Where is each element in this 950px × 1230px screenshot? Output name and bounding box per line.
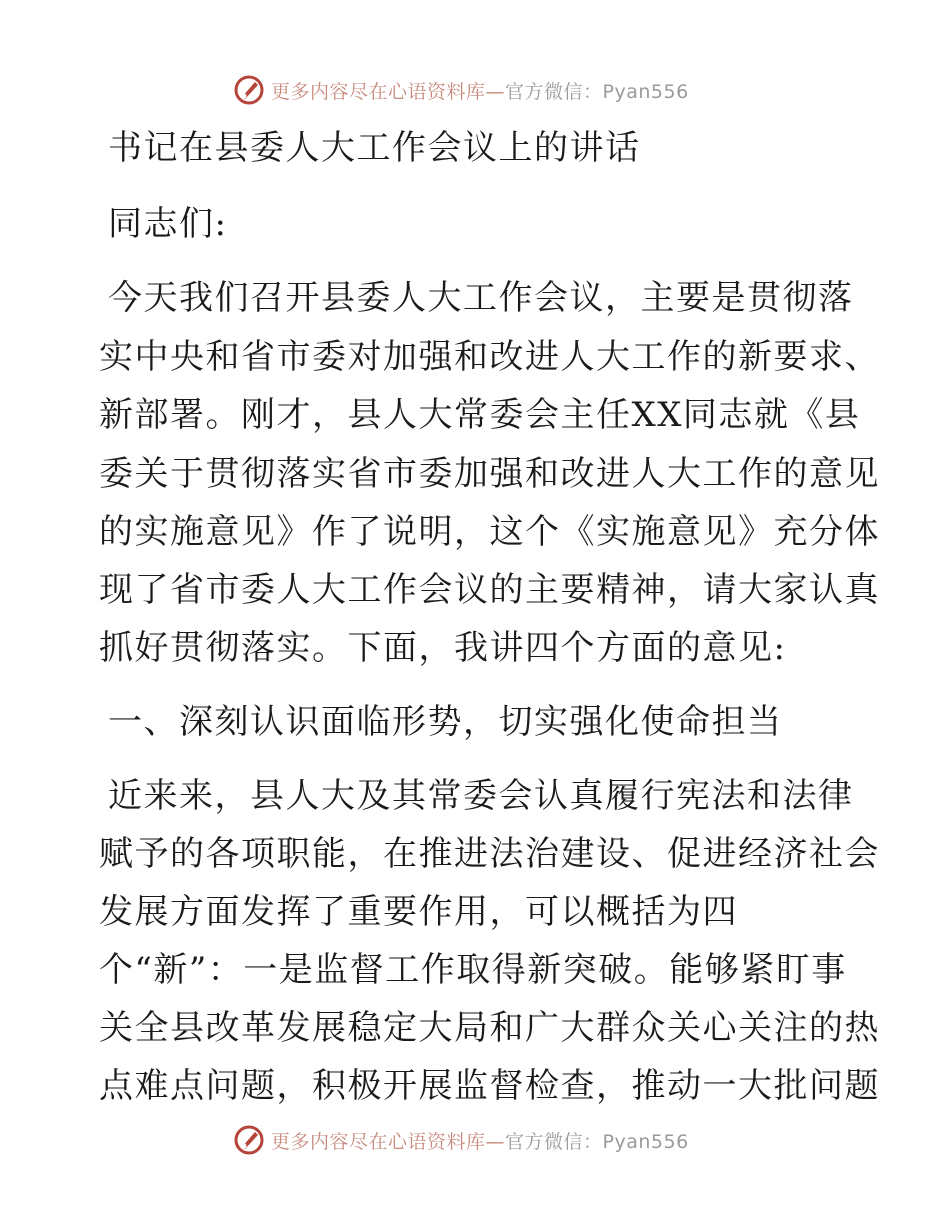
banner-text: 更多内容尽在心语资料库—官方微信：Pyan556	[271, 80, 689, 103]
paragraph-line: 近来来，县人大及其常委会认真履行宪法和法律	[108, 776, 854, 816]
paragraph-line: 发展方面发挥了重要作用，可以概括为四	[99, 892, 738, 932]
paragraph-line: 赋予的各项职能，在推进法治建设、促进经济社会	[99, 834, 880, 874]
paragraph-line: 新部署。刚才，县人大常委会主任XX同志就《县	[99, 395, 861, 435]
footer-banner	[233, 1123, 689, 1157]
paragraph-line: 抓好贯彻落实。下面，我讲四个方面的意见:	[99, 628, 787, 668]
paragraph-line: 点难点问题，积极开展监督检查，推动一大批问题	[99, 1066, 880, 1106]
paragraph-line: 的实施意见》作了说明，这个《实施意见》充分体	[99, 512, 880, 552]
banner-text: 更多内容尽在心语资料库—官方微信：Pyan556	[271, 1130, 689, 1153]
logo-icon	[233, 74, 265, 106]
section-heading: 一、深刻认识面临形势，切实强化使命担当	[108, 702, 783, 742]
paragraph-line: 现了省市委人大工作会议的主要精神，请大家认真	[99, 570, 880, 610]
paragraph-line: 关全县改革发展稳定大局和广大群众关心关注的热	[99, 1008, 880, 1048]
salutation: 同志们:	[108, 204, 228, 244]
paragraph-line: 今天我们召开县委人大工作会议，主要是贯彻落	[108, 278, 854, 318]
paragraph-line: 个“新”：一是监督工作取得新突破。能够紧盯事	[99, 950, 847, 990]
paragraph-line: 委关于贯彻落实省市委加强和改进人大工作的意见	[99, 454, 880, 494]
document-title: 书记在县委人大工作会议上的讲话	[108, 128, 641, 168]
logo-icon	[233, 1124, 265, 1156]
header-banner	[233, 73, 689, 107]
paragraph-line: 实中央和省市委对加强和改进人大工作的新要求、	[99, 337, 880, 377]
